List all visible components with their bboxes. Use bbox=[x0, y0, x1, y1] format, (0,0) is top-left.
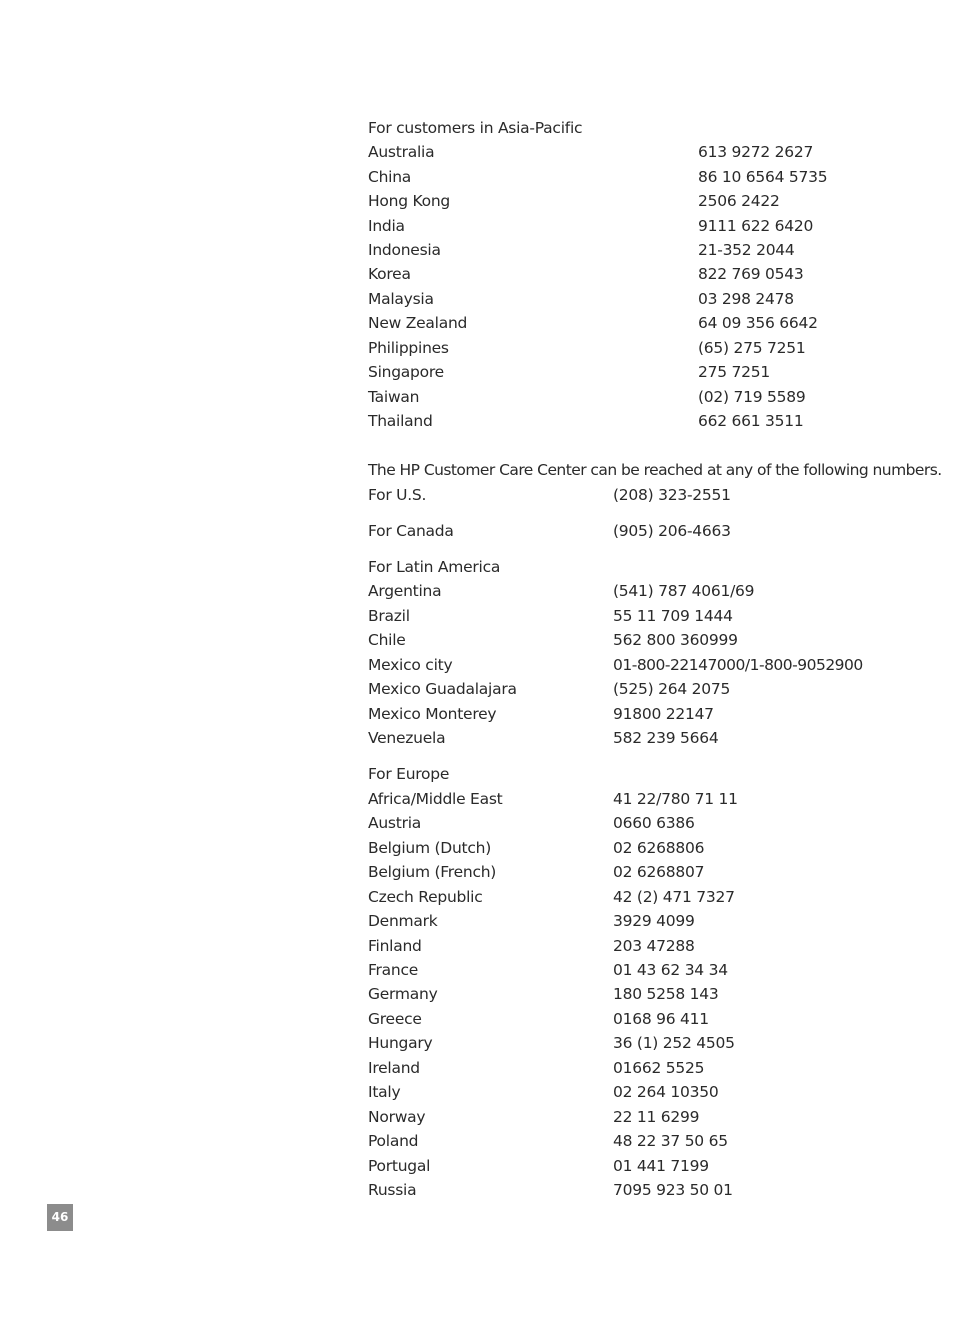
phone-number: 02 6268806 bbox=[613, 839, 705, 857]
country-label: Portugal bbox=[368, 1157, 431, 1175]
asia-pacific-heading: For customers in Asia-Pacific bbox=[368, 119, 583, 137]
phone-number: (65) 275 7251 bbox=[698, 339, 806, 357]
country-label: Singapore bbox=[368, 363, 444, 381]
phone-number: 02 6268807 bbox=[613, 863, 705, 881]
country-label: Ireland bbox=[368, 1059, 420, 1077]
country-label: Belgium (Dutch) bbox=[368, 839, 491, 857]
phone-number: 3929 4099 bbox=[613, 912, 695, 930]
phone-number: 203 47288 bbox=[613, 937, 695, 955]
phone-number: 562 800 360999 bbox=[613, 631, 738, 649]
phone-number: 21-352 2044 bbox=[698, 241, 795, 259]
phone-number: 2506 2422 bbox=[698, 192, 780, 210]
phone-number: 01 43 62 34 34 bbox=[613, 961, 728, 979]
phone-number: 9111 622 6420 bbox=[698, 217, 814, 235]
country-label: Thailand bbox=[368, 412, 433, 430]
customer-care-intro: The HP Customer Care Center can be reached at any of the following numbers. bbox=[368, 461, 942, 479]
country-label: Finland bbox=[368, 937, 422, 955]
phone-number: 64 09 356 6642 bbox=[698, 314, 818, 332]
country-label: France bbox=[368, 961, 419, 979]
phone-number: 48 22 37 50 65 bbox=[613, 1132, 728, 1150]
phone-number: 662 661 3511 bbox=[698, 412, 804, 430]
phone-number: 22 11 6299 bbox=[613, 1108, 700, 1126]
phone-number: 03 298 2478 bbox=[698, 290, 794, 308]
country-label: Hong Kong bbox=[368, 192, 451, 210]
country-label: Belgium (French) bbox=[368, 863, 497, 881]
phone-number: 91800 22147 bbox=[613, 705, 714, 723]
country-label: Venezuela bbox=[368, 729, 446, 747]
phone-number: (525) 264 2075 bbox=[613, 680, 731, 698]
country-label: Poland bbox=[368, 1132, 419, 1150]
phone-number: 7095 923 50 01 bbox=[613, 1181, 733, 1199]
region-label: For Canada bbox=[368, 522, 454, 540]
phone-number: 01662 5525 bbox=[613, 1059, 705, 1077]
phone-number: (541) 787 4061/69 bbox=[613, 582, 755, 600]
country-label: Africa/Middle East bbox=[368, 790, 503, 808]
page-number: 46 bbox=[47, 1204, 73, 1231]
phone-number: 36 (1) 252 4505 bbox=[613, 1034, 735, 1052]
latin-america-heading: For Latin America bbox=[368, 558, 501, 576]
country-label: Hungary bbox=[368, 1034, 433, 1052]
country-label: Mexico Guadalajara bbox=[368, 680, 517, 698]
phone-number: 0168 96 411 bbox=[613, 1010, 709, 1028]
country-label: Brazil bbox=[368, 607, 410, 625]
phone-number: 01-800-22147000/1-800-9052900 bbox=[613, 656, 863, 674]
country-label: Korea bbox=[368, 265, 411, 283]
phone-number: 01 441 7199 bbox=[613, 1157, 709, 1175]
country-label: Chile bbox=[368, 631, 406, 649]
phone-number: (208) 323-2551 bbox=[613, 486, 731, 504]
country-label: Greece bbox=[368, 1010, 422, 1028]
phone-number: 0660 6386 bbox=[613, 814, 695, 832]
country-label: Malaysia bbox=[368, 290, 434, 308]
phone-number: 02 264 10350 bbox=[613, 1083, 719, 1101]
country-label: Philippines bbox=[368, 339, 449, 357]
phone-number: 41 22/780 71 11 bbox=[613, 790, 738, 808]
phone-number: 275 7251 bbox=[698, 363, 770, 381]
country-label: Argentina bbox=[368, 582, 442, 600]
phone-number: 822 769 0543 bbox=[698, 265, 804, 283]
country-label: Indonesia bbox=[368, 241, 441, 259]
country-label: India bbox=[368, 217, 405, 235]
phone-number: 42 (2) 471 7327 bbox=[613, 888, 735, 906]
phone-number: (02) 719 5589 bbox=[698, 388, 806, 406]
phone-number: 613 9272 2627 bbox=[698, 143, 814, 161]
country-label: Italy bbox=[368, 1083, 401, 1101]
region-label: For U.S. bbox=[368, 486, 427, 504]
country-label: Taiwan bbox=[368, 388, 420, 406]
phone-number: 86 10 6564 5735 bbox=[698, 168, 828, 186]
phone-number: (905) 206-4663 bbox=[613, 522, 731, 540]
europe-heading: For Europe bbox=[368, 765, 450, 783]
country-label: Mexico city bbox=[368, 656, 453, 674]
country-label: New Zealand bbox=[368, 314, 468, 332]
phone-number: 55 11 709 1444 bbox=[613, 607, 733, 625]
country-label: Mexico Monterey bbox=[368, 705, 497, 723]
country-label: Norway bbox=[368, 1108, 426, 1126]
phone-number: 582 239 5664 bbox=[613, 729, 719, 747]
country-label: Denmark bbox=[368, 912, 438, 930]
country-label: Russia bbox=[368, 1181, 417, 1199]
country-label: China bbox=[368, 168, 412, 186]
country-label: Australia bbox=[368, 143, 435, 161]
country-label: Austria bbox=[368, 814, 422, 832]
country-label: Czech Republic bbox=[368, 888, 483, 906]
phone-number: 180 5258 143 bbox=[613, 985, 719, 1003]
country-label: Germany bbox=[368, 985, 438, 1003]
